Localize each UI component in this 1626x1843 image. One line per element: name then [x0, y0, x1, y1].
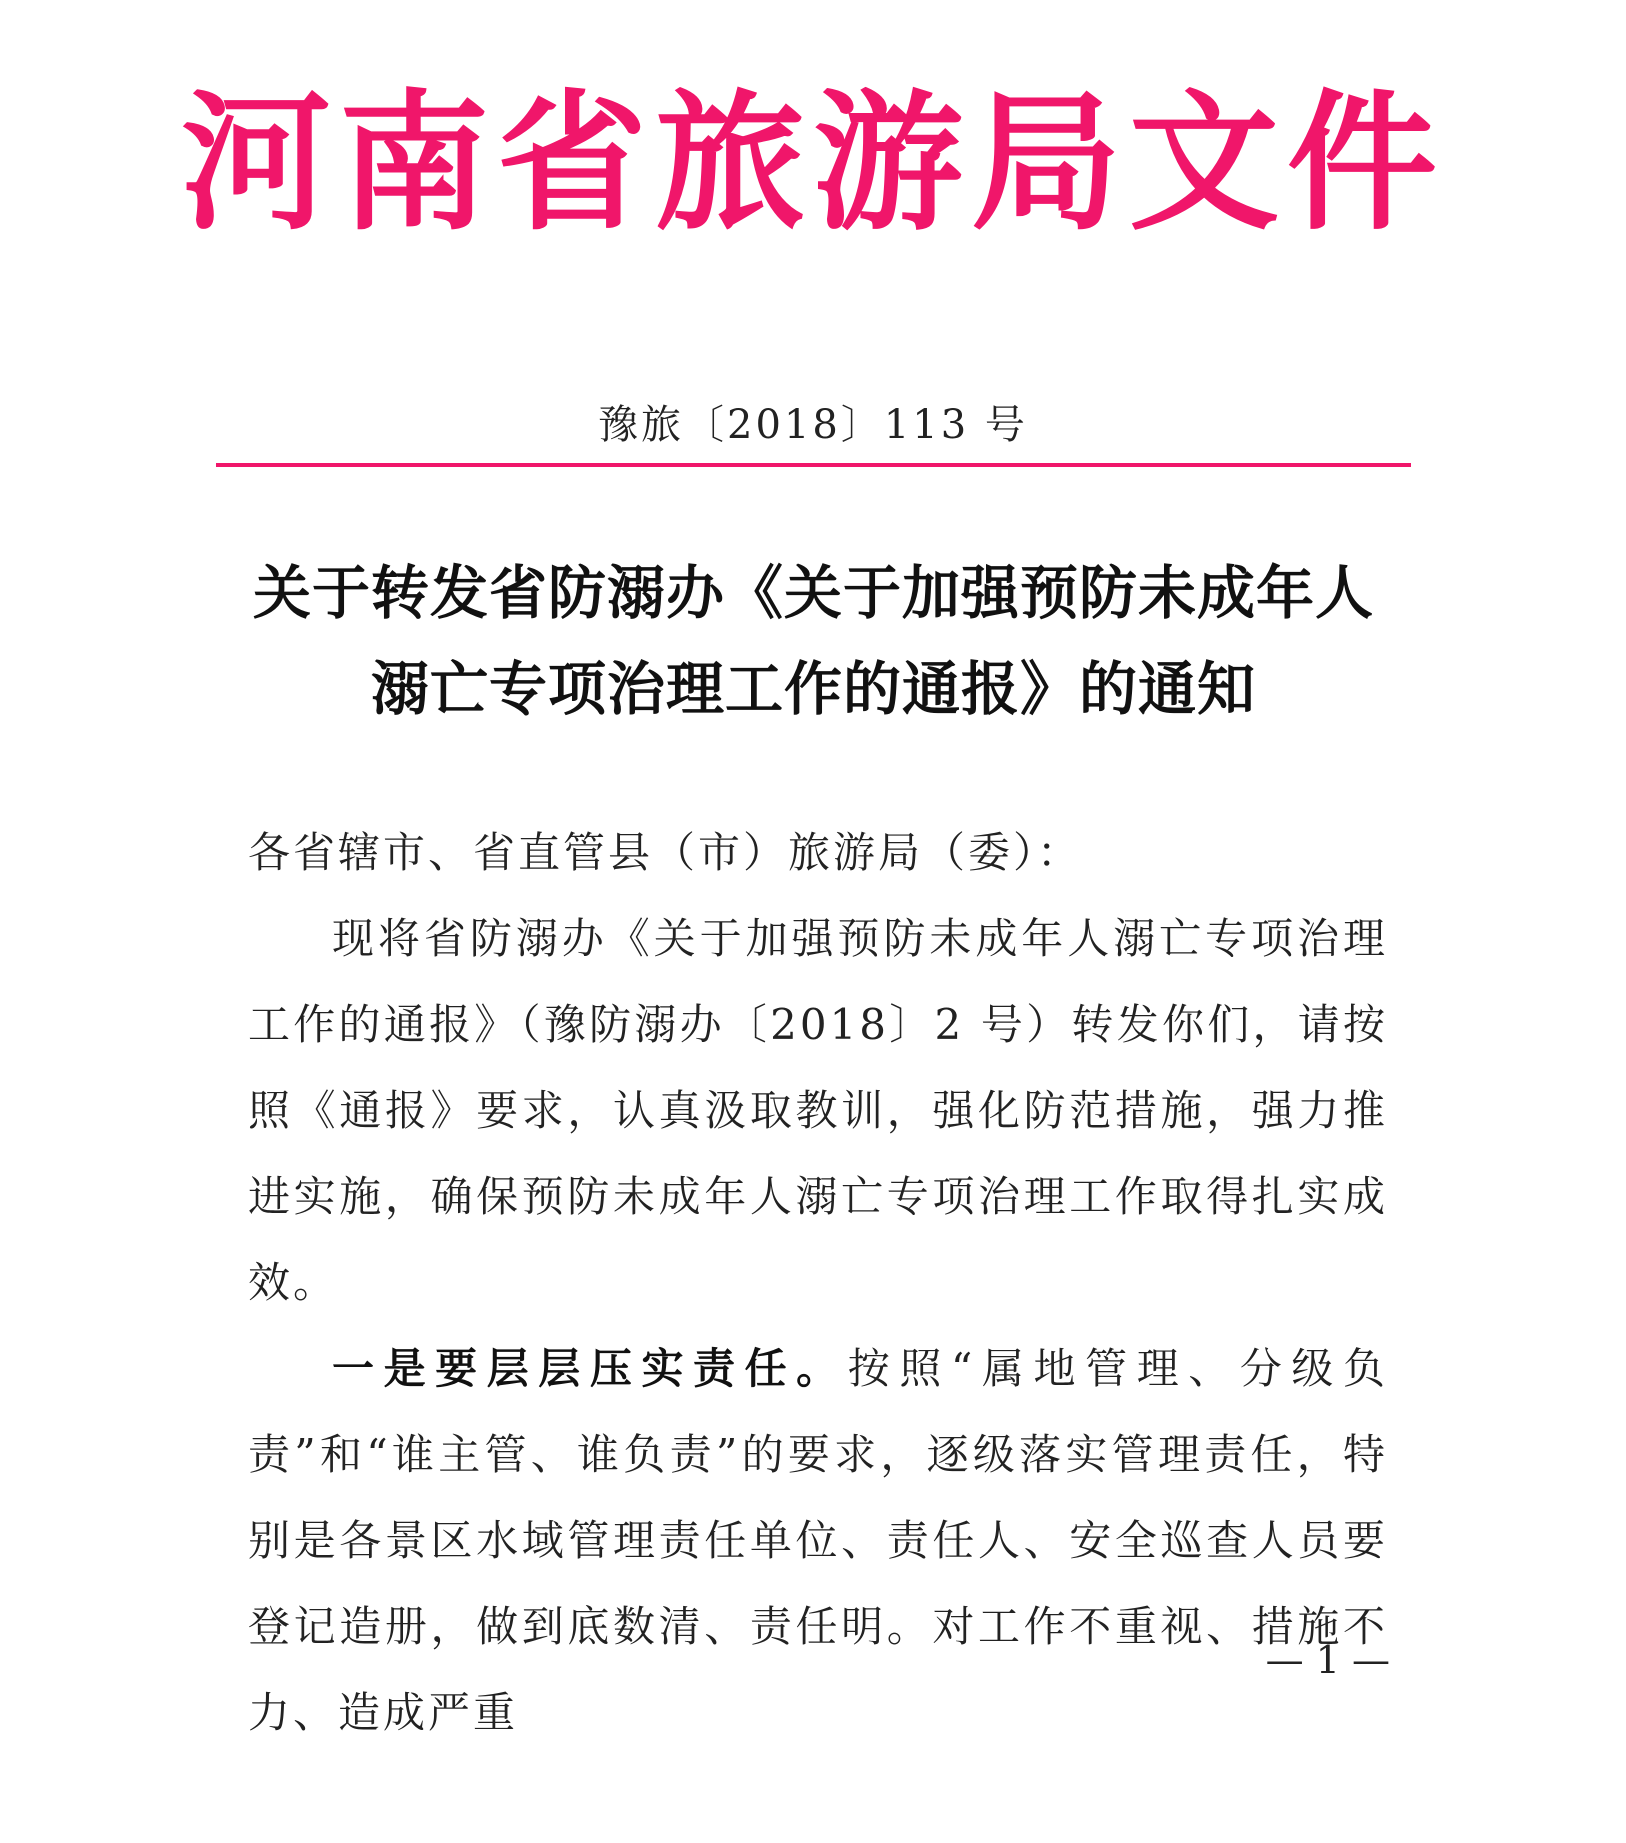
- title-line-2: 溺亡专项治理工作的通报》的通知: [370, 655, 1256, 723]
- masthead-title: 河南省旅游局文件: [180, 75, 1445, 251]
- paragraph-2-text: 按照“属地管理、分级负责”和“谁主管、谁负责”的要求，逐级落实管理责任，特别是各景区水域管理责任单位、责任人、安全巡查人员要登记造册，做到底数清、责任明。对工作不重视、措施不力、造成严重: [248, 1344, 1388, 1737]
- red-divider-line: [216, 463, 1411, 467]
- title-line-1: 关于转发省防溺办《关于加强预防未成年人: [252, 559, 1374, 627]
- paragraph-2: [248, 1326, 1388, 1756]
- salutation: 各省辖市、省直管县（市）旅游局（委）：: [248, 828, 1083, 877]
- document-body: [248, 810, 1388, 1756]
- document-number: 豫旅〔2018〕113 号: [598, 402, 1028, 448]
- document-title: [216, 545, 1411, 737]
- paragraph-1: 现将省防溺办《关于加强预防未成年人溺亡专项治理工作的通报》（豫防溺办〔2018〕2 号）转发你们，请按照《通报》要求，认真汲取教训，强化防范措施，强力推进实施，确保预防未成年人溺亡专项治理工作取得扎实成效。: [248, 914, 1388, 1307]
- paragraph-2-lead: 一是要层层压实责任。: [332, 1344, 848, 1393]
- page-number: — 1 —: [1265, 1638, 1390, 1682]
